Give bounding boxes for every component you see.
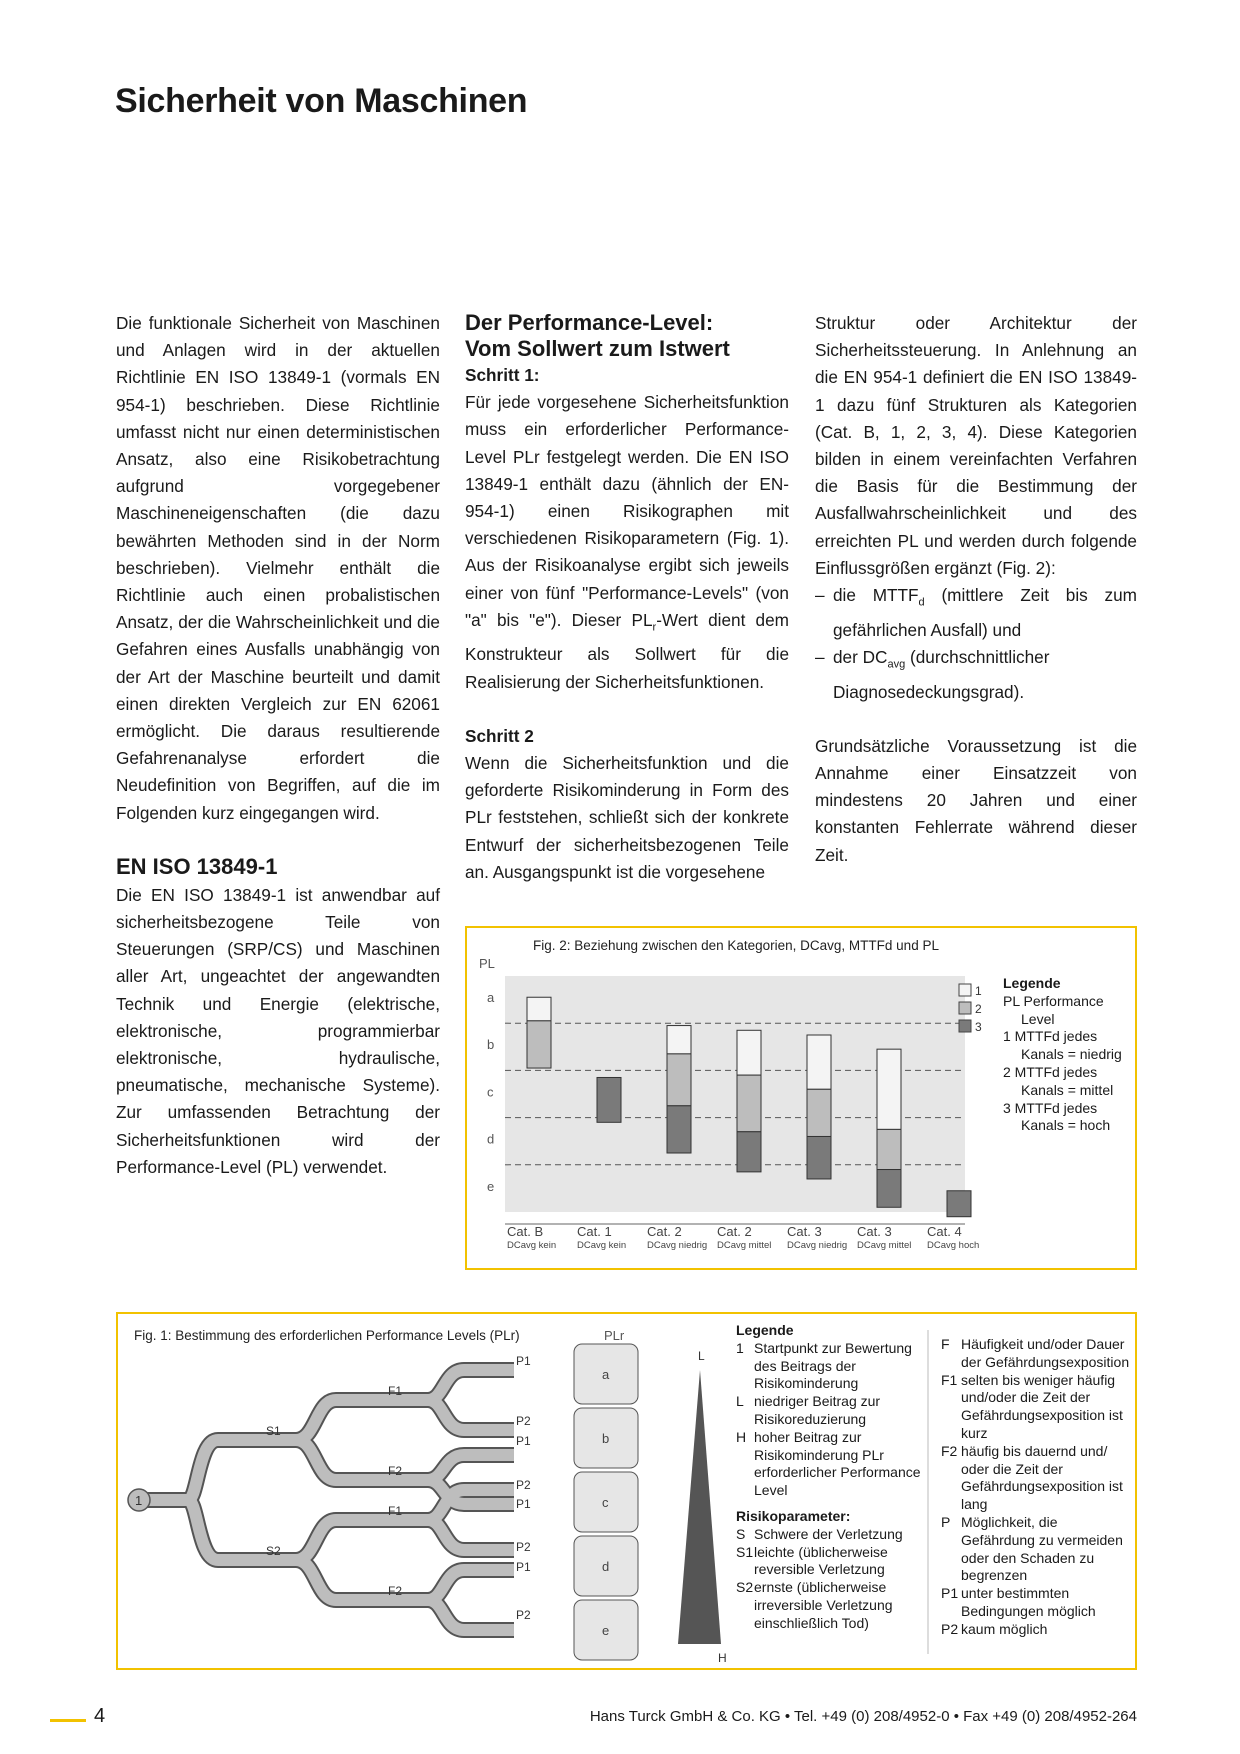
start-point-label: 1 bbox=[135, 1493, 143, 1508]
parameter-item-3: P Möglichkeit, die Gefährdung zu vermeiden oder den Schaden zu begrenzen bbox=[941, 1513, 1123, 1584]
bar-5-series-3 bbox=[877, 1170, 901, 1208]
figure-1-legend-left bbox=[736, 1322, 922, 1633]
assumption-paragraph: Grundsätzliche Voraussetzung ist die Annahme einer Einsatzzeit von mindestens 20 Jahren und einer konstanten Fehlerrate während dieser Zeit. bbox=[815, 735, 1137, 865]
key-label-3: 3 bbox=[975, 1020, 982, 1034]
bar-6-series-3 bbox=[947, 1191, 971, 1217]
step-1-heading: Schritt 1: bbox=[465, 365, 540, 385]
key-box-1 bbox=[959, 984, 971, 996]
dc-label-1: DCavg kein bbox=[577, 1240, 627, 1251]
column-1 bbox=[116, 310, 440, 1181]
parameter-item-4: P1 unter bestimmten Bedingungen möglich bbox=[941, 1585, 1096, 1619]
plr-level-a: a bbox=[602, 1367, 610, 1382]
figure-1-caption: Fig. 1: Bestimmung des erforderlichen Performance Levels (PLr) bbox=[134, 1328, 520, 1343]
category-label-6: Cat. 4 bbox=[927, 1224, 962, 1239]
key-label-2: 2 bbox=[975, 1002, 982, 1016]
l-label: L bbox=[698, 1349, 705, 1363]
column-3 bbox=[815, 310, 1137, 869]
pl-axis-label: PL bbox=[479, 956, 495, 971]
p2-label-1: P2 bbox=[516, 1414, 531, 1428]
footer-contact: Hans Turck GmbH & Co. KG • Tel. +49 (0) 208/4952-0 • Fax +49 (0) 208/4952-264 bbox=[589, 1708, 1137, 1725]
intro-paragraph: Die funktionale Sicherheit von Maschinen und Anlagen wird in der aktuellen Richtlinie EN ISO 13849-1 (vormals EN 954-1) beschrieben. Diese Richtlinie umfasst nicht nur einen deterministischen Ansatz, also eine Risikobetrachtung aufgrund vorgegebener Maschineneigenschaften (die dazu bewährten Methoden sind in der Norm beschrieben). Vielmehr enthält die Richtlinie auch einen probalistischen Ansatz, der die Wahrscheinlichkeit und die Gefahren eines Ausfalls unabhängig von der Art der Maschine beurteilt und damit einen direkten Vergleich zur EN 62061 ermöglicht. Die daraus resultierende Gefahrenanalyse erfordert die Neudefinition von Begriffen, auf die im Folgenden kurz eingegangen wird. bbox=[116, 313, 440, 823]
parameter-item-1: F1 selten bis weniger häufig und/oder die Zeit der Gefährdungsexposition ist kurz bbox=[941, 1371, 1123, 1441]
bar-3-series-2 bbox=[737, 1075, 761, 1132]
legend-item-1: L niedriger Beitrag zur Risikoreduzierung bbox=[736, 1393, 881, 1427]
figure-2-frame bbox=[465, 926, 1137, 1270]
parameter-item-0: F Häufigkeit und/oder Dauer der Gefährdungsexposition bbox=[941, 1336, 1130, 1370]
category-label-5: Cat. 3 bbox=[857, 1224, 892, 1239]
p2-label-4: P2 bbox=[516, 1608, 531, 1622]
dc-label-4: DCavg niedrig bbox=[787, 1240, 848, 1251]
pl-level-a: a bbox=[487, 989, 495, 1005]
figure-2-caption: Fig. 2: Beziehung zwischen den Kategorien, DCavg, MTTFd und PL bbox=[533, 938, 939, 953]
legend-item-0: 1 Startpunkt zur Bewertung des Beitrags der Risikominderung bbox=[736, 1339, 912, 1392]
category-label-1: Cat. 1 bbox=[577, 1224, 612, 1239]
bar-4-series-1 bbox=[807, 1035, 831, 1089]
s2-label: S2 bbox=[266, 1544, 281, 1558]
column-2 bbox=[465, 310, 789, 886]
bar-1-series-3 bbox=[597, 1077, 621, 1122]
pl-level-b: b bbox=[487, 1037, 495, 1053]
section-subheading-sollwert: Vom Sollwert zum Istwert bbox=[465, 336, 730, 361]
p1-label-3: P1 bbox=[516, 1497, 531, 1511]
s1-label: S1 bbox=[266, 1424, 281, 1438]
bar-4-series-3 bbox=[807, 1136, 831, 1178]
pl-level-d: d bbox=[487, 1131, 495, 1147]
h-label: H bbox=[718, 1651, 727, 1665]
risk-item-2: S2 ernste (üblicherweise irreversible Verletzung einschließlich Tod) bbox=[736, 1579, 893, 1631]
f1-label-lower: F1 bbox=[388, 1504, 403, 1518]
step-2-heading: Schritt 2 bbox=[465, 725, 534, 746]
bar-0-series-1 bbox=[527, 997, 551, 1021]
bar-2-series-2 bbox=[667, 1054, 691, 1106]
bar-2-series-3 bbox=[667, 1106, 691, 1153]
dc-label-3: DCavg mittel bbox=[717, 1240, 772, 1251]
figure-1-legend-right bbox=[941, 1336, 1131, 1639]
p2-label-3: P2 bbox=[516, 1540, 531, 1554]
f2-label-upper: F2 bbox=[388, 1464, 403, 1478]
bar-5-series-2 bbox=[877, 1129, 901, 1169]
plr-level-b: b bbox=[602, 1431, 610, 1446]
plr-label: PLr bbox=[604, 1328, 625, 1343]
bar-3-series-3 bbox=[737, 1132, 761, 1172]
plr-level-d: d bbox=[602, 1559, 610, 1574]
plr-level-boxes bbox=[574, 1344, 638, 1660]
p1-label-4: P1 bbox=[516, 1560, 531, 1574]
structure-paragraph: Struktur oder Architektur der Sicherheitssteuerung. In Anlehnung an die EN 954-1 definiert die EN ISO 13849-1 dazu fünf Strukturen als Kategorien (Cat. B, 1, 2, 3, 4). Diese Kategorien bilden in einem vereinfachten Verfahren die Basis für die Bestimmung der Ausfallwahrscheinlichkeit und des erreichten PL und werden durch folgende Einflussgrößen ergänzt (Fig. 2): bbox=[815, 313, 1137, 578]
step-1-paragraph: Für jede vorgesehene Sicherheitsfunktion muss ein erforderlicher Performance- Level PLr festgelegt werden. Die EN ISO 13849-1 enthält dazu (ähnlich der EN-954-1) einen Risikographen mit verschiedenen Risikoparametern (Fig. 1). Aus der Risikoanalyse ergibt sich jeweils einer von fünf "Performance-Levels" (von "a" bis "e"). Dieser $PL_r$-Wert dient dem Konstrukteur als Sollwert für die Realisierung der Sicherheitsfunktionen. bbox=[465, 392, 789, 692]
risk-graph-branches-fill bbox=[138, 1370, 514, 1630]
f1-label-upper: F1 bbox=[388, 1384, 403, 1398]
key-box-2 bbox=[959, 1002, 971, 1014]
bullet-mttfd: – die $MTTF_d$ (mittlere Zeit bis zum gefährlichen Ausfall) und bbox=[815, 585, 1137, 640]
category-label-4: Cat. 3 bbox=[787, 1224, 822, 1239]
category-label-2: Cat. 2 bbox=[647, 1224, 682, 1239]
bar-5-series-1 bbox=[877, 1049, 901, 1129]
category-label-3: Cat. 2 bbox=[717, 1224, 752, 1239]
category-label-0: Cat. B bbox=[507, 1224, 544, 1239]
risk-item-0: S Schwere der Verletzung bbox=[736, 1525, 903, 1542]
pl-level-c: c bbox=[487, 1084, 494, 1100]
risk-contribution-triangle bbox=[678, 1370, 721, 1644]
key-label-1: 1 bbox=[975, 984, 982, 998]
figure-1-frame bbox=[116, 1312, 1137, 1670]
plr-level-c: c bbox=[602, 1495, 609, 1510]
parameter-item-2: F2 häufig bis dauernd und/ oder die Zeit der Gefährdungsexposition ist lang bbox=[941, 1442, 1123, 1513]
bullet-dcavg: – der $DC_{avg}$ (durchschnittlicher Diagnosedeckungsgrad). bbox=[815, 646, 1050, 702]
dc-label-6: DCavg hoch bbox=[927, 1240, 980, 1251]
dc-label-0: DCavg kein bbox=[507, 1240, 557, 1251]
p1-label-2: P1 bbox=[516, 1434, 531, 1448]
p1-label-1: P1 bbox=[516, 1354, 531, 1368]
p2-label-2: P2 bbox=[516, 1478, 531, 1492]
bar-4-series-2 bbox=[807, 1089, 831, 1136]
dc-label-2: DCavg niedrig bbox=[647, 1240, 708, 1251]
f2-label-lower: F2 bbox=[388, 1584, 403, 1598]
dc-label-5: DCavg mittel bbox=[857, 1240, 912, 1251]
step-2-paragraph: Wenn die Sicherheitsfunktion und die geforderte Risikominderung in Form des PLr feststehen, schließt sich der konkrete Entwurf der sicherheitsbezogenen Teile an. Ausgangspunkt ist die vorgesehene bbox=[465, 753, 789, 882]
plr-level-e: e bbox=[602, 1623, 610, 1638]
en-iso-paragraph: Die EN ISO 13849-1 ist anwendbar auf sicherheitsbezogene Teile von Steuerungen (SRP/CS) und Maschinen aller Art, ungeachtet der angewandten Technik und Energie (elektrische, elektronische, programmierbar elektronische, hydraulische, pneumatische, mechanische Systeme). Zur umfassenden Betrachtung der Sicherheitsfunktionen wird der Performance-Level (PL) verwendet. bbox=[116, 884, 440, 1177]
legend-item-2: H hoher Beitrag zur Risikominderung PLr erforderlicher Performance Level bbox=[736, 1428, 921, 1499]
page-number: 4 bbox=[94, 1705, 106, 1727]
page-number-bar bbox=[50, 1719, 86, 1722]
bar-2-series-1 bbox=[667, 1026, 691, 1054]
bar-3-series-1 bbox=[737, 1030, 761, 1075]
bar-0-series-2 bbox=[527, 1021, 551, 1068]
section-heading-en-iso: EN ISO 13849-1 bbox=[116, 853, 278, 879]
legend-title: Legende bbox=[736, 1322, 794, 1338]
figure-2-legend: Legende PL Performance Level 1 MTTFd jedes Kanals = niedrig 2 MTTFd jedes Kanals = mittel 3 MTTFd jedes Kanals = hoch bbox=[1003, 975, 1122, 1134]
risk-item-1: S1 leichte (üblicherweise reversible Verletzung bbox=[736, 1543, 888, 1578]
page-title: Sicherheit von Maschinen bbox=[115, 82, 528, 120]
section-heading-performance-level: Der Performance-Level: bbox=[465, 310, 714, 335]
risk-parameter-title: Risikoparameter: bbox=[736, 1507, 851, 1524]
key-box-3 bbox=[959, 1020, 971, 1032]
pl-level-e: e bbox=[487, 1178, 495, 1194]
parameter-item-5: P2 kaum möglich bbox=[941, 1620, 1048, 1637]
